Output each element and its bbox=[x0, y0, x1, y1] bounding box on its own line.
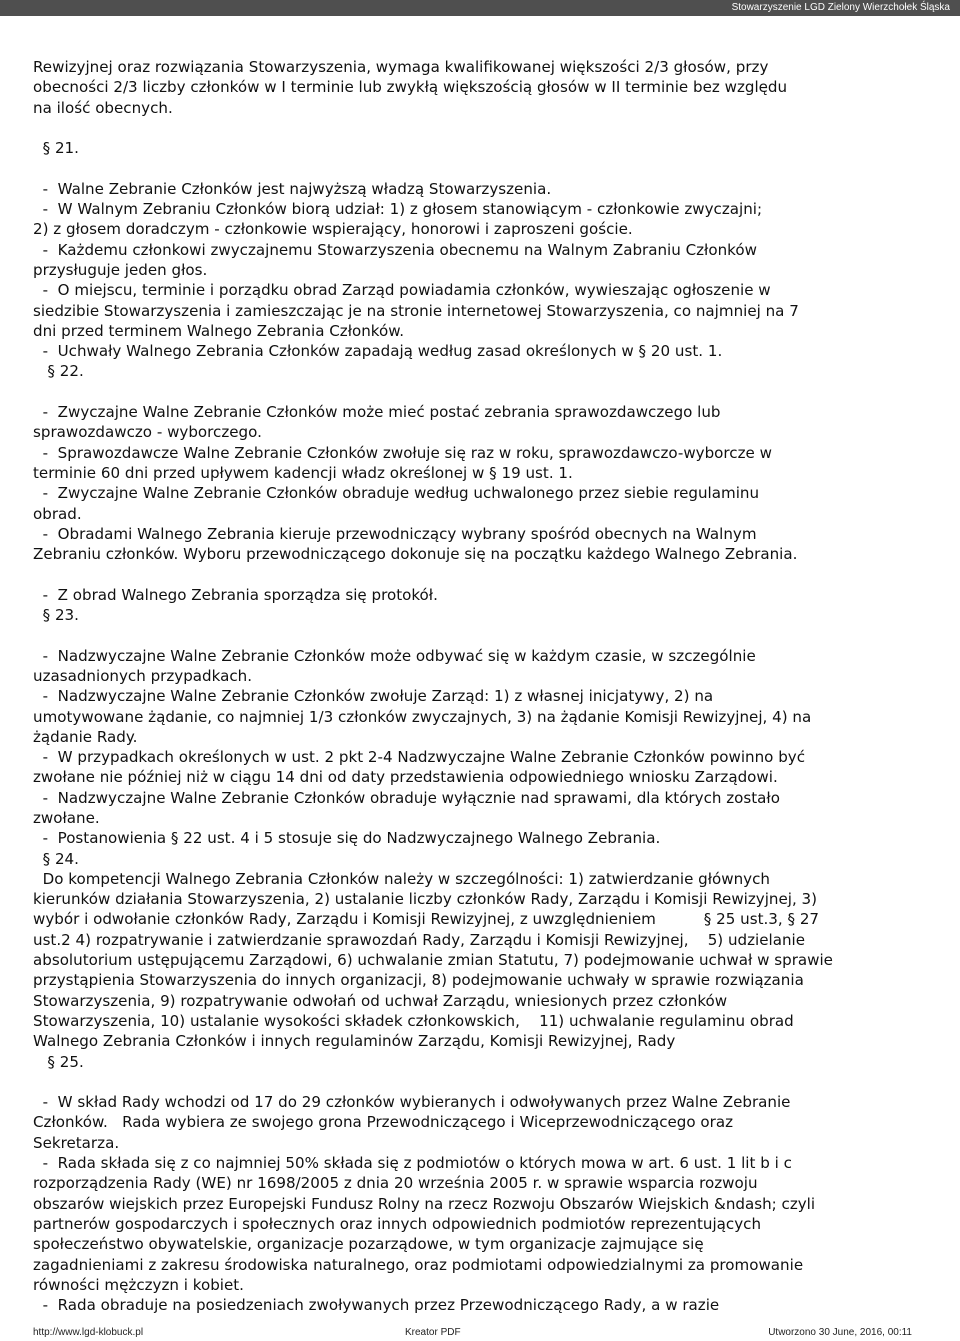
document-body bbox=[33, 57, 928, 1315]
document-line: przysługuje jeden głos. bbox=[33, 260, 213, 279]
document-line: społeczeństwo obywatelskie, organizacje pozarządowe, w tym organizacje zajmujące się bbox=[33, 1235, 704, 1254]
document-line: wybór i odwołanie członków Rady, Zarządu i Komisji Rewizyjnej, z uwzględnieniem § 25 ust.3, § 27 bbox=[33, 910, 820, 929]
document-line bbox=[33, 1072, 928, 1092]
document-line: - Walne Zebranie Członków jest najwyższą władzą Stowarzyszenia. bbox=[33, 179, 556, 198]
document-line: Zebraniu członków. Wyboru przewodniczącego dokonuje się na początku każdego Walnego Zebrania. bbox=[33, 545, 798, 564]
document-line: żądanie Rady. bbox=[33, 727, 143, 746]
document-line: sprawozdawczo - wyborczego. bbox=[33, 423, 267, 442]
document-line: - W Walnym Zebraniu Członków biorą udział: 1) z głosem stanowiącym - członkowie zwyczajni; bbox=[33, 200, 763, 219]
document-line: dni przed terminem Walnego Zebrania Członków. bbox=[33, 321, 409, 340]
document-line: Członków. Rada wybiera ze swojego grona Przewodniczącego i Wiceprzewodniczącego oraz bbox=[33, 1113, 734, 1132]
document-line: obrad. bbox=[33, 504, 87, 523]
document-line: - Z obrad Walnego Zebrania sporządza się protokół. bbox=[33, 585, 438, 604]
document-line: § 24. bbox=[33, 849, 79, 868]
document-line: Walnego Zebrania Członków i innych regulaminów Zarządu, Komisji Rewizyjnej, Rady bbox=[33, 1032, 676, 1051]
document-line: przystąpienia Stowarzyszenia do innych organizacji, 8) podejmowanie uchwały w sprawie rozwiązania bbox=[33, 971, 804, 990]
document-line: Do kompetencji Walnego Zebrania Członków należy w szczególności: 1) zatwierdzanie głównych bbox=[33, 869, 770, 888]
document-line bbox=[33, 564, 928, 584]
document-line: siedzibie Stowarzyszenia i zamieszczając je na stronie internetowej Stowarzyszenia, co najmniej na 7 bbox=[33, 301, 799, 320]
document-header bbox=[0, 0, 960, 16]
footer-creator: Kreator PDF bbox=[405, 1327, 461, 1338]
document-line: - W przypadkach określonych w ust. 2 pkt 2-4 Nadzwyczajne Walne Zebranie Członków powinno być bbox=[33, 748, 806, 767]
document-line: zagadnieniami z zakresu środowiska naturalnego, oraz podmiotami odpowiedzialnymi za promowanie bbox=[33, 1255, 804, 1274]
document-line: kierunków działania Stowarzyszenia, 2) ustalanie liczby członków Rady, Zarządu i Komisji Rewizyjnej, 3) bbox=[33, 890, 818, 909]
document-line: uzasadnionych przypadkach. bbox=[33, 666, 257, 685]
document-line: ust.2 4) rozpatrywanie i zatwierdzanie sprawozdań Rady, Zarządu i Komisji Rewizyjnej, 5) udzielanie bbox=[33, 930, 806, 949]
document-line: równości mężczyzn i kobiet. bbox=[33, 1275, 254, 1294]
document-line: - Obradami Walnego Zebrania kieruje przewodniczący wybrany spośród obecnych na Walnym bbox=[33, 524, 757, 543]
document-line: zwołane. bbox=[33, 808, 105, 827]
document-line: - Uchwały Walnego Zebrania Członków zapadają według zasad określonych w § 20 ust. 1. bbox=[33, 342, 723, 361]
document-line: § 25. bbox=[33, 1052, 84, 1071]
document-line: partnerów gospodarczych i społecznych oraz innych odpowiednich podmiotów reprezentujących bbox=[33, 1214, 762, 1233]
document-line: na ilość obecnych. bbox=[33, 98, 173, 117]
document-line: - Rada obraduje na posiedzeniach zwoływanych przez Przewodniczącego Rady, a w razie bbox=[33, 1296, 720, 1315]
document-line: umotywowane żądanie, co najmniej 1/3 członków zwyczajnych, 3) na żądanie Komisji Rewizyjnej, 4) na bbox=[33, 707, 812, 726]
document-line: - Nadzwyczajne Walne Zebranie Członków zwołuje Zarząd: 1) z własnej inicjatywy, 2) na bbox=[33, 687, 714, 706]
document-line bbox=[33, 158, 928, 178]
document-line bbox=[33, 625, 928, 645]
footer-url[interactable]: http://www.lgd-klobuck.pl bbox=[33, 1327, 144, 1338]
document-line: rozporządzenia Rady (WE) nr 1698/2005 z dnia 20 września 2005 r. w sprawie wsparcia rozwoju bbox=[33, 1174, 758, 1193]
document-line: Sekretarza. bbox=[33, 1133, 124, 1152]
document-line: - Nadzwyczajne Walne Zebranie Członków może odbywać się w każdym czasie, w szczególnie bbox=[33, 646, 756, 665]
document-line: 2) z głosem doradczym - członkowie wspierający, honorowi i zaproszeni goście. bbox=[33, 220, 638, 239]
header-title: Stowarzyszenie LGD Zielony Wierzchołek Śląska bbox=[731, 2, 950, 13]
document-line: § 22. bbox=[33, 362, 84, 381]
document-line: - Zwyczajne Walne Zebranie Członków obraduje według uchwalonego przez siebie regulaminu bbox=[33, 484, 760, 503]
document-line: § 23. bbox=[33, 606, 79, 625]
document-line: obszarów wiejskich przez Europejski Fundusz Rolny na rzecz Rozwoju Obszarów Wiejskich &ndash; czyli bbox=[33, 1194, 816, 1213]
document-line: - Sprawozdawcze Walne Zebranie Członków zwołuje się raz w roku, sprawozdawczo-wyborcze w bbox=[33, 443, 772, 462]
document-line: obecności 2/3 liczby członków w I terminie lub zwykłą większością głosów w II terminie bez względu bbox=[33, 78, 788, 97]
footer-created-date: Utworzono 30 June, 2016, 00:11 bbox=[768, 1327, 912, 1338]
document-line: terminie 60 dni przed upływem kadencji władz określonej w § 19 ust. 1. bbox=[33, 463, 578, 482]
document-line: Stowarzyszenia, 10) ustalanie wysokości składek członkowskich, 11) uchwalanie regulaminu obrad bbox=[33, 1011, 794, 1030]
document-line: - W skład Rady wchodzi od 17 do 29 członków wybieranych i odwoływanych przez Walne Zebranie bbox=[33, 1093, 791, 1112]
document-line: - Rada składa się z co najmniej 50% składa się z podmiotów o których mowa w art. 6 ust. 1 lit b i c bbox=[33, 1154, 792, 1173]
document-line: Rewizyjnej oraz rozwiązania Stowarzyszenia, wymaga kwalifikowanej większości 2/3 głosów, przy bbox=[33, 58, 769, 76]
document-line: - Postanowienia § 22 ust. 4 i 5 stosuje się do Nadzwyczajnego Walnego Zebrania. bbox=[33, 829, 661, 848]
document-footer bbox=[0, 1324, 960, 1341]
document-line: absolutorium ustępującemu Zarządowi, 6) uchwalanie zmian Statutu, 7) podejmowanie uchwał w sprawie bbox=[33, 951, 833, 970]
document-line: - Nadzwyczajne Walne Zebranie Członków obraduje wyłącznie nad sprawami, dla których zostało bbox=[33, 788, 780, 807]
document-line: § 21. bbox=[33, 139, 79, 158]
document-line bbox=[33, 118, 928, 138]
document-line: - Każdemu członkowi zwyczajnemu Stowarzyszenia obecnemu na Walnym Zabraniu Członków bbox=[33, 240, 757, 259]
document-line bbox=[33, 382, 928, 402]
document-line: - O miejscu, terminie i porządku obrad Zarząd powiadamia członków, wywieszając ogłoszenie w bbox=[33, 281, 771, 300]
document-line: zwołane nie później niż w ciągu 14 dni od daty przedstawienia odpowiedniego wniosku Zarządowi. bbox=[33, 768, 783, 787]
document-line: Stowarzyszenia, 9) rozpatrywanie odwołań od uchwał Zarządu, wniesionych przez członków bbox=[33, 991, 728, 1010]
document-line: - Zwyczajne Walne Zebranie Członków może mieć postać zebrania sprawozdawczego lub bbox=[33, 403, 721, 422]
